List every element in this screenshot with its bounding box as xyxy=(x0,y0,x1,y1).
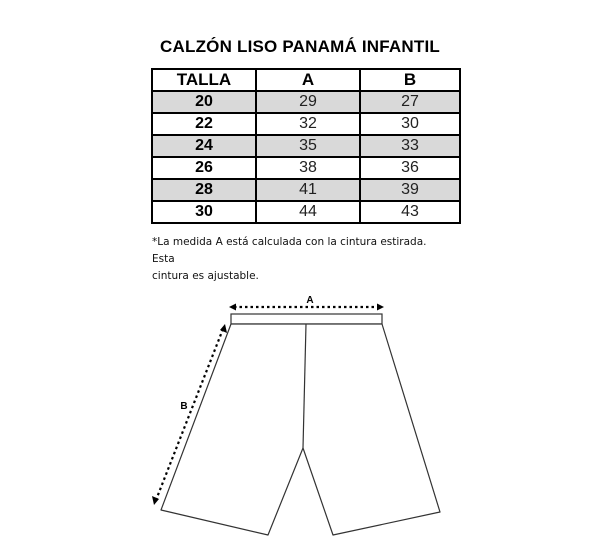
table-row xyxy=(152,113,460,135)
b-cell: 27 xyxy=(360,91,460,113)
a-cell: 41 xyxy=(256,179,360,201)
b-cell: 39 xyxy=(360,179,460,201)
label-a: A xyxy=(306,295,314,306)
table-row xyxy=(152,91,460,113)
note-line-2: cintura es ajustable. xyxy=(152,270,259,282)
shorts-outline xyxy=(161,324,440,535)
arrow-left-icon xyxy=(229,304,236,311)
talla-cell: 22 xyxy=(152,113,256,135)
chart-title: CALZÓN LISO PANAMÁ INFANTIL xyxy=(160,37,440,56)
talla-cell: 26 xyxy=(152,157,256,179)
b-cell: 33 xyxy=(360,135,460,157)
waistband xyxy=(231,314,382,324)
table-row xyxy=(152,179,460,201)
talla-cell: 28 xyxy=(152,179,256,201)
talla-cell: 20 xyxy=(152,91,256,113)
b-cell: 36 xyxy=(360,157,460,179)
a-cell: 29 xyxy=(256,91,360,113)
b-cell: 30 xyxy=(360,113,460,135)
measurement-note xyxy=(152,234,452,285)
size-table xyxy=(151,68,461,224)
b-cell: 43 xyxy=(360,201,460,223)
note-line-1: *La medida A está calculada con la cintura estirada. Esta xyxy=(152,236,427,265)
table-header-row xyxy=(152,69,460,91)
arrow-up-icon xyxy=(220,324,227,333)
talla-cell: 24 xyxy=(152,135,256,157)
a-cell: 32 xyxy=(256,113,360,135)
header-b: B xyxy=(360,69,460,91)
arrow-right-icon xyxy=(377,304,384,311)
table-row xyxy=(152,135,460,157)
header-talla: TALLA xyxy=(152,69,256,91)
a-cell: 44 xyxy=(256,201,360,223)
label-b: B xyxy=(180,401,188,412)
a-cell: 38 xyxy=(256,157,360,179)
shorts-diagram xyxy=(0,280,600,554)
table-row xyxy=(152,157,460,179)
header-a: A xyxy=(256,69,360,91)
a-cell: 35 xyxy=(256,135,360,157)
talla-cell: 30 xyxy=(152,201,256,223)
table-row xyxy=(152,201,460,223)
arrow-down-icon xyxy=(152,496,159,505)
